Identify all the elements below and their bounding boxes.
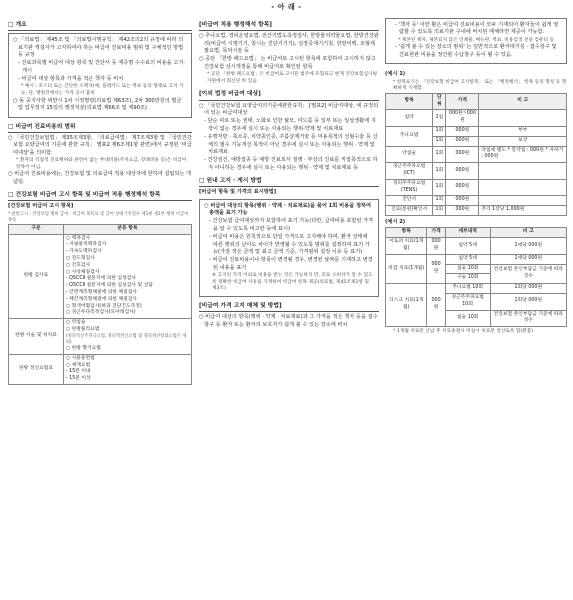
cell: 비염 치료(1개월)	[386, 254, 427, 283]
cell: 건강보험 본인부담금 기준에 따라 징수	[490, 264, 566, 284]
table-header: 가격	[427, 228, 445, 238]
example2-footnote: * 1개월 치료분 산납 후 치료종결시 미실시 치료분 정산토록 함(환불)	[393, 329, 534, 335]
item: ○ 간호검사	[65, 262, 91, 268]
notice-line: - 비급여 비용은 원칙적으로 단일 가격으로 고지해야 하며, 환자 상태에 따른 행위의 난이도 차이가 반영될 수 있도록 범위를 설정하여 표기 가능(가장 적은 금액 및 최고 금액 기준, 가격범위 설정 이유 등 표기)	[209, 234, 370, 255]
item: - 지필용적맥파검사	[65, 242, 107, 248]
item: ○ 사상체질검사	[65, 269, 100, 275]
target-heading: [이외 법정 비급여 대상]	[199, 90, 379, 100]
cell: 000원	[446, 206, 479, 216]
item: ○ 경근두다측정검사(모아래검사)	[65, 310, 136, 316]
table-row	[386, 127, 567, 137]
notice-subheading: [비급여 항목 및 가격의 표시방법]	[199, 189, 277, 196]
table-cell-items	[63, 234, 191, 319]
item: - 가속도맥파검사	[65, 249, 102, 255]
cell: 1회	[433, 163, 446, 180]
cell: 진단서	[386, 196, 433, 206]
table-header: 분류 항목	[63, 224, 191, 234]
cell: 추나요법 10회	[445, 284, 490, 294]
table-header: 비 고	[479, 93, 567, 110]
table-row	[9, 234, 192, 319]
scope-note: * 환자의 직접적 진료행위와 관련이 없는 부대비용(주차요금, 장례비용 등)은 비급여 항목이 아님.	[16, 157, 187, 170]
table-row	[9, 319, 192, 355]
cell: 000원	[446, 196, 479, 206]
cell: 진료(통원)확인서	[386, 206, 433, 216]
target-line: ○ 「국민건강보험 요양급여의기준에관한규칙」 [별표2] 비급여대상, 에 규정되어 있는 비급여대상	[199, 102, 379, 117]
example1-label: (예시 1)	[385, 71, 406, 78]
cell: 약침술	[386, 146, 433, 163]
cell: 1회당 000원	[490, 294, 566, 311]
item: - 15분 이상	[65, 376, 91, 382]
overview-line: - 진료과목별 비급여 대상 항목 및 진단서 등 제증명 수수료의 비용을 고지·게시	[18, 60, 185, 74]
table-header: 단위	[433, 93, 446, 110]
example1-note: * 항목표기는 「건강보험 비급여 고시항목」 또는 「행정해석」 항목 등의 명칭 등 명확하게 기재함.	[393, 79, 567, 92]
column-left	[8, 16, 192, 385]
table-row	[386, 238, 567, 255]
table-row	[386, 284, 567, 294]
column-middle	[199, 16, 379, 330]
cell: 침약	[386, 110, 433, 127]
table-row	[386, 206, 567, 216]
item: - 안면계측형체질에 의한 체질검사	[65, 289, 138, 295]
cell: 경근주주파요법 10회	[445, 294, 490, 311]
table-header: 세부내역	[445, 228, 490, 238]
item: - 체간계측형체질에 의한 체질검사	[65, 296, 138, 302]
cell: 침약 5세	[445, 238, 490, 255]
cell: 000원	[427, 238, 445, 255]
table-cell-category: 한방 검사료	[9, 234, 64, 319]
table-row	[386, 196, 567, 206]
overview-heading: □ 개요	[8, 21, 192, 31]
cell: 보상	[479, 136, 567, 146]
notice-line: ○ 비급여 대상의 항목(행위 · 약제 · 치료재료)을 묶어 1회 비용을 정하여 총액을 표기 가능	[204, 202, 371, 216]
admin-heading: [비급여 적용 행정해석 항목]	[199, 21, 379, 31]
list-subheading: [건강보험 비급여 고시 항목]	[8, 203, 74, 210]
intro-note: * 제본된 책자, 제본되지 않은 인쇄물, 메뉴판, 벽보, 비용검색 전용 컴퓨터 등	[398, 37, 555, 43]
item: ○ 맥파검사	[65, 235, 91, 241]
cell	[479, 179, 567, 196]
cell: 부부	[479, 127, 567, 137]
intro-line: - '쉽게 볼 수 있는 장소의 범위' 는 일반적으로 환자대기실 · 접수창구 및 진료현관 비용을 정산할 수납창구 등이 될 수 있음.	[395, 44, 557, 58]
cell: 000원	[446, 127, 479, 137]
cell: 경피주주파요법(TENS)	[386, 179, 433, 196]
item: ○ 세재요법	[65, 362, 91, 368]
cell: 디스크 치료(1개월)	[386, 284, 427, 327]
item: - 15분 이내	[65, 369, 91, 375]
cell: 1회	[433, 206, 446, 216]
nonbenefit-list-table	[8, 224, 192, 385]
scope-line: ○ 「국민건강보험법」 제35조제3항, 「의료급여법」 제7조제3항 및 「국민건강보험 요양급여의 기준에 관한 규칙」 별표2 제6조제1항 관련)에서 규정된 '비급여대상'을 의미함.	[8, 134, 192, 156]
table-header: 항목	[386, 228, 427, 238]
table-cell-items	[63, 319, 191, 355]
cell: 구술 10회	[445, 274, 490, 284]
cell: 침약 5세	[445, 254, 490, 264]
overview-line: ○ 동 공지사항 위반시 1차 시정명령(의료법 제63조), 2차 300만원의 벌금 및 업무정지 15일의 행정처분(의료법 제66조 및 제90조)	[13, 97, 182, 112]
post-line: ○ 비급여 대상의 항목(행위 · 약제 · 치료재료)과 그 가격을 적은 책자 등을 접수창구 등 환자 또는 환자의 보호자가 쉽게 볼 수 있는 장소에 비치	[199, 314, 378, 328]
item: ○ 한방물리요법	[65, 326, 100, 332]
cell: 약침에 별도 * 봉약침 : 000원 * 자하거 : 000원	[479, 146, 567, 163]
item: (경피적신주전극요법, 경피적전신요법 및 경피경선항화요법은 제외)	[65, 333, 187, 345]
list-note: * 관련고시 : 건강보험 행위 급여 · 비급여 목록표 및 급여 상대가치점수 제1편 제1부 행위 비급여 목록	[8, 211, 189, 223]
cell: 1회	[433, 127, 446, 137]
cell: 1세당 000원	[490, 238, 566, 255]
admin-line: ○ 추나요법, 경피온열요법, 전산기법도측정검사, 한방물리약물요법, 한방건강관리(비급여 시행기기, 침시는 진단기기기), 성장증재기기침, 한방미백, 조형재팔요법, 목덕시술 등	[199, 33, 379, 54]
table-row	[386, 110, 567, 127]
example2-label: (예시 2)	[385, 219, 406, 226]
cell: 1회	[433, 146, 446, 163]
admin-note: * 공단 「한방 패드요법」은 비급여로 고시된 범주에 포함되고 현재 건강보험심사평가원에서 회신된 바 있음.	[207, 72, 378, 84]
cell: 000원	[427, 284, 445, 327]
post-heading: [비급여 가격 고지 매체 및 방법]	[199, 302, 379, 312]
scope-line: ○ 비급여 진료비용에는, 건강보험 및 의료급여 적용 대상자에 한하여 설립되는 개념임.	[8, 171, 192, 185]
intro-line: - '책자 등' 이란 환은 비급여 진료비용이 모두 기재되어 환자들이 쉽게 열람할 수 있도록 의료기관 구내에 비치된 매체라면 제공이 가능함.	[395, 22, 559, 36]
overview-line: ○ 「의료법」 제45조 및 「의료법시행규칙」 제42조의2의 규정에 따라 의료기관 개설자가 고지하여야 하는 비급여 진료비용 범위 및 구체적인 방법 등 규정	[13, 37, 184, 58]
notice-heading: □ 원내 고지 · 게시 방법	[199, 177, 379, 187]
table-cell-items	[63, 354, 191, 384]
table-row	[386, 254, 567, 264]
item: ○ 형색어혈검사(혀과 진단진도측정)	[65, 303, 142, 309]
cell: 000원	[446, 179, 479, 196]
item: - QSCCⅡ 설문지에 의한 심성검사 및 상담	[65, 283, 153, 289]
cell: 1세당 000원	[490, 254, 566, 264]
table-row	[9, 354, 192, 384]
table-header: 비 고	[490, 228, 566, 238]
notice-note: ※ 고지된 가격 이외로 비용을 받는 것은 가능하지 만, 의료 소비자가 알 수 있도록 정확한 비급여 사유를 기재하여 비급여 항목 제공(의료법, 제45조제1항 및 제3조)	[212, 273, 373, 292]
cell: 침술 10회	[445, 264, 490, 274]
cell: 1회	[433, 196, 446, 206]
list-heading: □ 건강보험 비급여 고시 항목 및 비급여 적용 행정해석 항목	[8, 191, 192, 201]
scope-heading: □ 비급여 진료비용의 범위	[8, 123, 192, 133]
example1-table	[385, 93, 567, 216]
target-line: - 건강검진, 예방접종 등 예방 진료로서 질병 · 부상의 진료를 직접목적으로 하지 아니하는 경우에 실시 또는 사용되는 행위 · 약제 및 치료재료 등	[204, 157, 378, 171]
table-cell-category: 한방 정신요법료	[9, 354, 64, 384]
cell: 1침	[433, 110, 446, 127]
column-right	[385, 16, 567, 336]
admin-line: ○ 공단 「한방 패드요법」 는 비급여로 고시된 항목에 포함하여 고시하지 않고 건강보험 상시개정을 통해 비급여로 확인된 항목	[199, 56, 376, 70]
cell: 건강보험 본인부담금 기준에 따라 징수	[490, 310, 566, 327]
cell: 1회	[433, 136, 446, 146]
cell: 000원	[446, 136, 479, 146]
item: ○ 한방 향기요법	[65, 345, 101, 351]
overview-box	[8, 33, 192, 117]
cell: 경근주주파요법(ICT)	[386, 163, 433, 180]
item: ○ 약침술	[65, 320, 86, 326]
item: ○ 사용훈련법	[65, 355, 95, 361]
cell: 추가 1장당 1,000원	[479, 206, 567, 216]
cell: 000원	[427, 254, 445, 283]
cell: 추나요법	[386, 127, 433, 147]
example2-table	[385, 227, 567, 327]
table-row	[386, 163, 567, 180]
table-header: 구분	[9, 224, 64, 234]
overview-line: - 비급여 대상 항목과 가격을 적은 책자 등 비치	[18, 76, 124, 83]
cell: 000원~000원	[446, 110, 479, 127]
table-row	[386, 146, 567, 163]
cell: 이토퍼 치료(1개월)	[386, 238, 427, 255]
cell	[479, 110, 567, 127]
item: ○ 전도형검사	[65, 255, 95, 261]
notice-line: - 비급여 진료비용이나 항목이 변경될 경우, 변경된 날짜를 기재하고 변경된 내용을 표기	[209, 257, 373, 271]
intro-box	[385, 18, 567, 64]
cell: 000원	[446, 146, 479, 163]
notice-box	[199, 199, 379, 297]
cell: 1회	[433, 179, 446, 196]
table-header: 항목	[386, 93, 433, 110]
cell: 침술 10회	[445, 310, 490, 327]
table-row	[386, 179, 567, 196]
cell: 1회당 000원	[490, 284, 566, 294]
cell: 000원	[446, 163, 479, 180]
document-title: - 아 래 -	[271, 3, 302, 11]
table-cell-category: 한방 시술 및 처치료	[9, 319, 64, 355]
target-line: - 유행처방 · 축소증, 치약종인증, 주름살제거술 등 미용목적의 성형수술 등 신체의 필수 기능개선 목적이 아닌 경우에 실시 또는 사용되는 행위 · 약제 및 치료재료	[204, 134, 378, 155]
overview-note: * 예시 : 포스터 또는 간단한 소책자(예, 플래카드 또는 벽보 등의 형태로 고지 가능, 단, 병원건에서는 가격 공시 불허	[21, 84, 184, 97]
cell	[479, 196, 567, 206]
table-header: 가격	[446, 93, 479, 110]
target-line: - 단순 피로 또는 권태, 노화로 인한 탈모, 여드름 등 일부 또는 일상생활에 지장이 없는 경우에 실시 또는 사용되는 행위·약제 및 치료재료	[204, 118, 376, 132]
notice-line: - 건강보험 급여대상까지 포함하여 표기 가능(다만, 급여비용 포함된 가격을 알 수 있도록 비고란 등에 표시)	[209, 218, 374, 232]
cell	[479, 163, 567, 180]
item: - QSCCⅡ 설문지에 의한 심성검사	[65, 276, 136, 282]
